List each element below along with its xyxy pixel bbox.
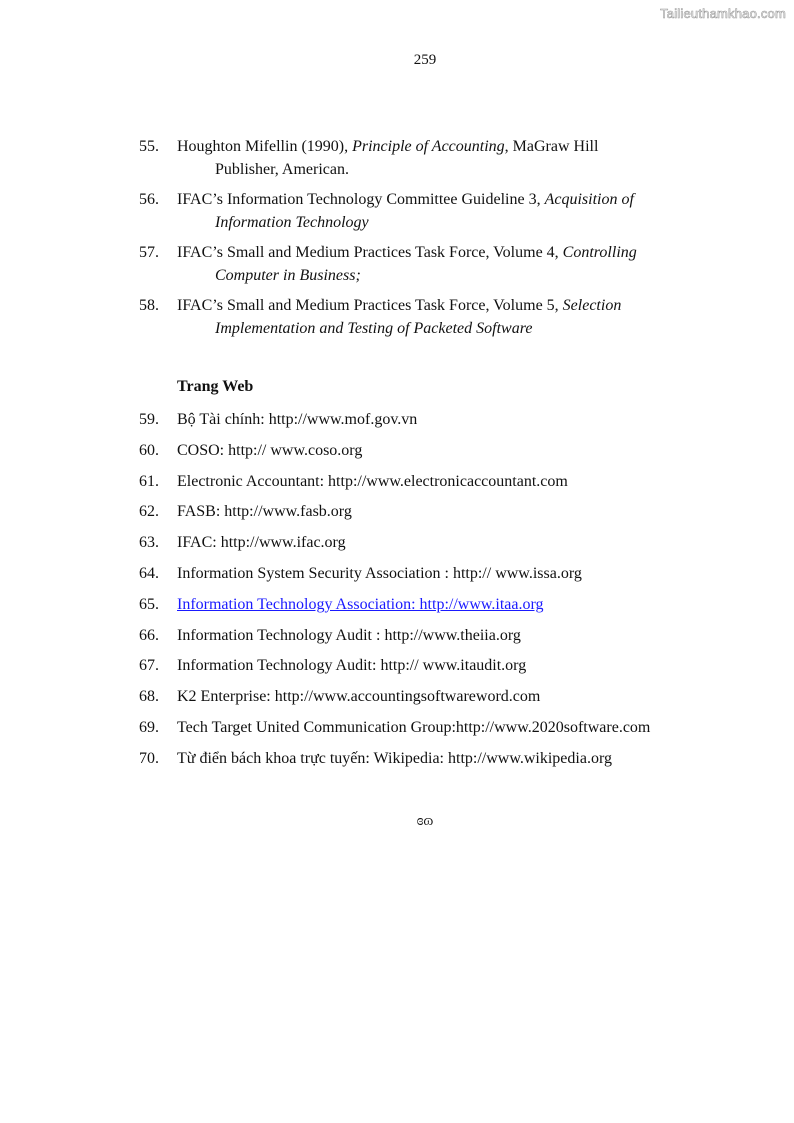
reference-number: 58. <box>139 297 159 314</box>
website-item-70 <box>139 748 759 779</box>
reference-text: IFAC’s Small and Medium Practices Task Force, Volume 4, <box>177 244 563 261</box>
reference-text: IFAC’s Information Technology Committee Guideline 3, <box>177 191 545 208</box>
website-text: Tech Target United Communication Group:http://www.2020software.com <box>177 718 651 736</box>
reference-text: IFAC’s Small and Medium Practices Task Force, Volume 5, <box>177 297 563 314</box>
website-item-64 <box>139 563 759 594</box>
reference-title: Acquisition of <box>544 191 634 208</box>
reference-item-55 <box>139 136 739 181</box>
reference-continuation: Publisher, American. <box>215 160 349 178</box>
watermark-text: Tailieuthamkhao.com <box>660 6 786 21</box>
reference-number: 56. <box>139 191 159 208</box>
reference-title: Principle of Accounting <box>352 138 505 155</box>
website-text: Electronic Accountant: http://www.electronicaccountant.com <box>177 472 568 490</box>
website-number: 63. <box>139 534 159 552</box>
website-number: 68. <box>139 688 159 706</box>
website-item-67 <box>139 655 759 686</box>
website-number: 67. <box>139 657 159 675</box>
website-text: COSO: http:// www.coso.org <box>177 441 363 459</box>
website-text: Từ điển bách khoa trực tuyến: Wikipedia: http://www.wikipedia.org <box>177 749 612 767</box>
website-text: Bộ Tài chính: http://www.mof.gov.vn <box>177 411 418 428</box>
ornament-divider: ɞɷ <box>416 813 434 829</box>
website-number: 65. <box>139 595 159 613</box>
website-item-61 <box>139 471 759 502</box>
reference-continuation: Computer in Business; <box>215 266 361 284</box>
website-number: 69. <box>139 718 159 736</box>
website-item-68 <box>139 686 759 717</box>
website-text: IFAC: http://www.ifac.org <box>177 534 346 552</box>
reference-title: Controlling <box>562 244 637 261</box>
website-number: 64. <box>139 564 159 582</box>
website-number: 60. <box>139 441 159 459</box>
reference-item-57 <box>139 242 739 287</box>
website-number: 61. <box>139 472 159 490</box>
website-item-59 <box>139 409 759 440</box>
reference-number: 57. <box>139 244 159 261</box>
website-hyperlink[interactable]: Information Technology Association: http://www.itaa.org <box>177 595 544 613</box>
website-text: Information Technology Audit: http:// www.itaudit.org <box>177 657 527 675</box>
reference-continuation: Information Technology <box>215 213 369 231</box>
reference-item-58 <box>139 295 739 340</box>
website-number: 59. <box>139 411 159 428</box>
reference-text: Houghton Mifellin (1990), <box>177 138 353 155</box>
website-item-60 <box>139 440 759 471</box>
website-item-69 <box>139 717 759 748</box>
reference-item-56 <box>139 189 739 234</box>
website-text: K2 Enterprise: http://www.accountingsoftwareword.com <box>177 688 541 706</box>
reference-title: Selection <box>562 297 622 314</box>
website-list <box>139 409 759 779</box>
page-number: 259 <box>413 52 437 68</box>
reference-continuation: Implementation and Testing of Packeted Software <box>215 319 533 337</box>
website-item-66 <box>139 625 759 656</box>
website-text: FASB: http://www.fasb.org <box>177 503 352 521</box>
website-item-62 <box>139 501 759 532</box>
website-number: 62. <box>139 503 159 521</box>
website-text: Information System Security Association : http:// www.issa.org <box>177 564 582 582</box>
reference-list <box>139 136 739 348</box>
website-number: 66. <box>139 626 159 644</box>
website-number: 70. <box>139 749 159 767</box>
section-title-trang-web: Trang Web <box>177 378 254 395</box>
website-item-63 <box>139 532 759 563</box>
reference-number: 55. <box>139 138 159 155</box>
website-item-65 <box>139 594 759 625</box>
reference-text-tail: , MaGraw Hill <box>504 138 599 155</box>
website-text: Information Technology Audit : http://www.theiia.org <box>177 626 521 644</box>
